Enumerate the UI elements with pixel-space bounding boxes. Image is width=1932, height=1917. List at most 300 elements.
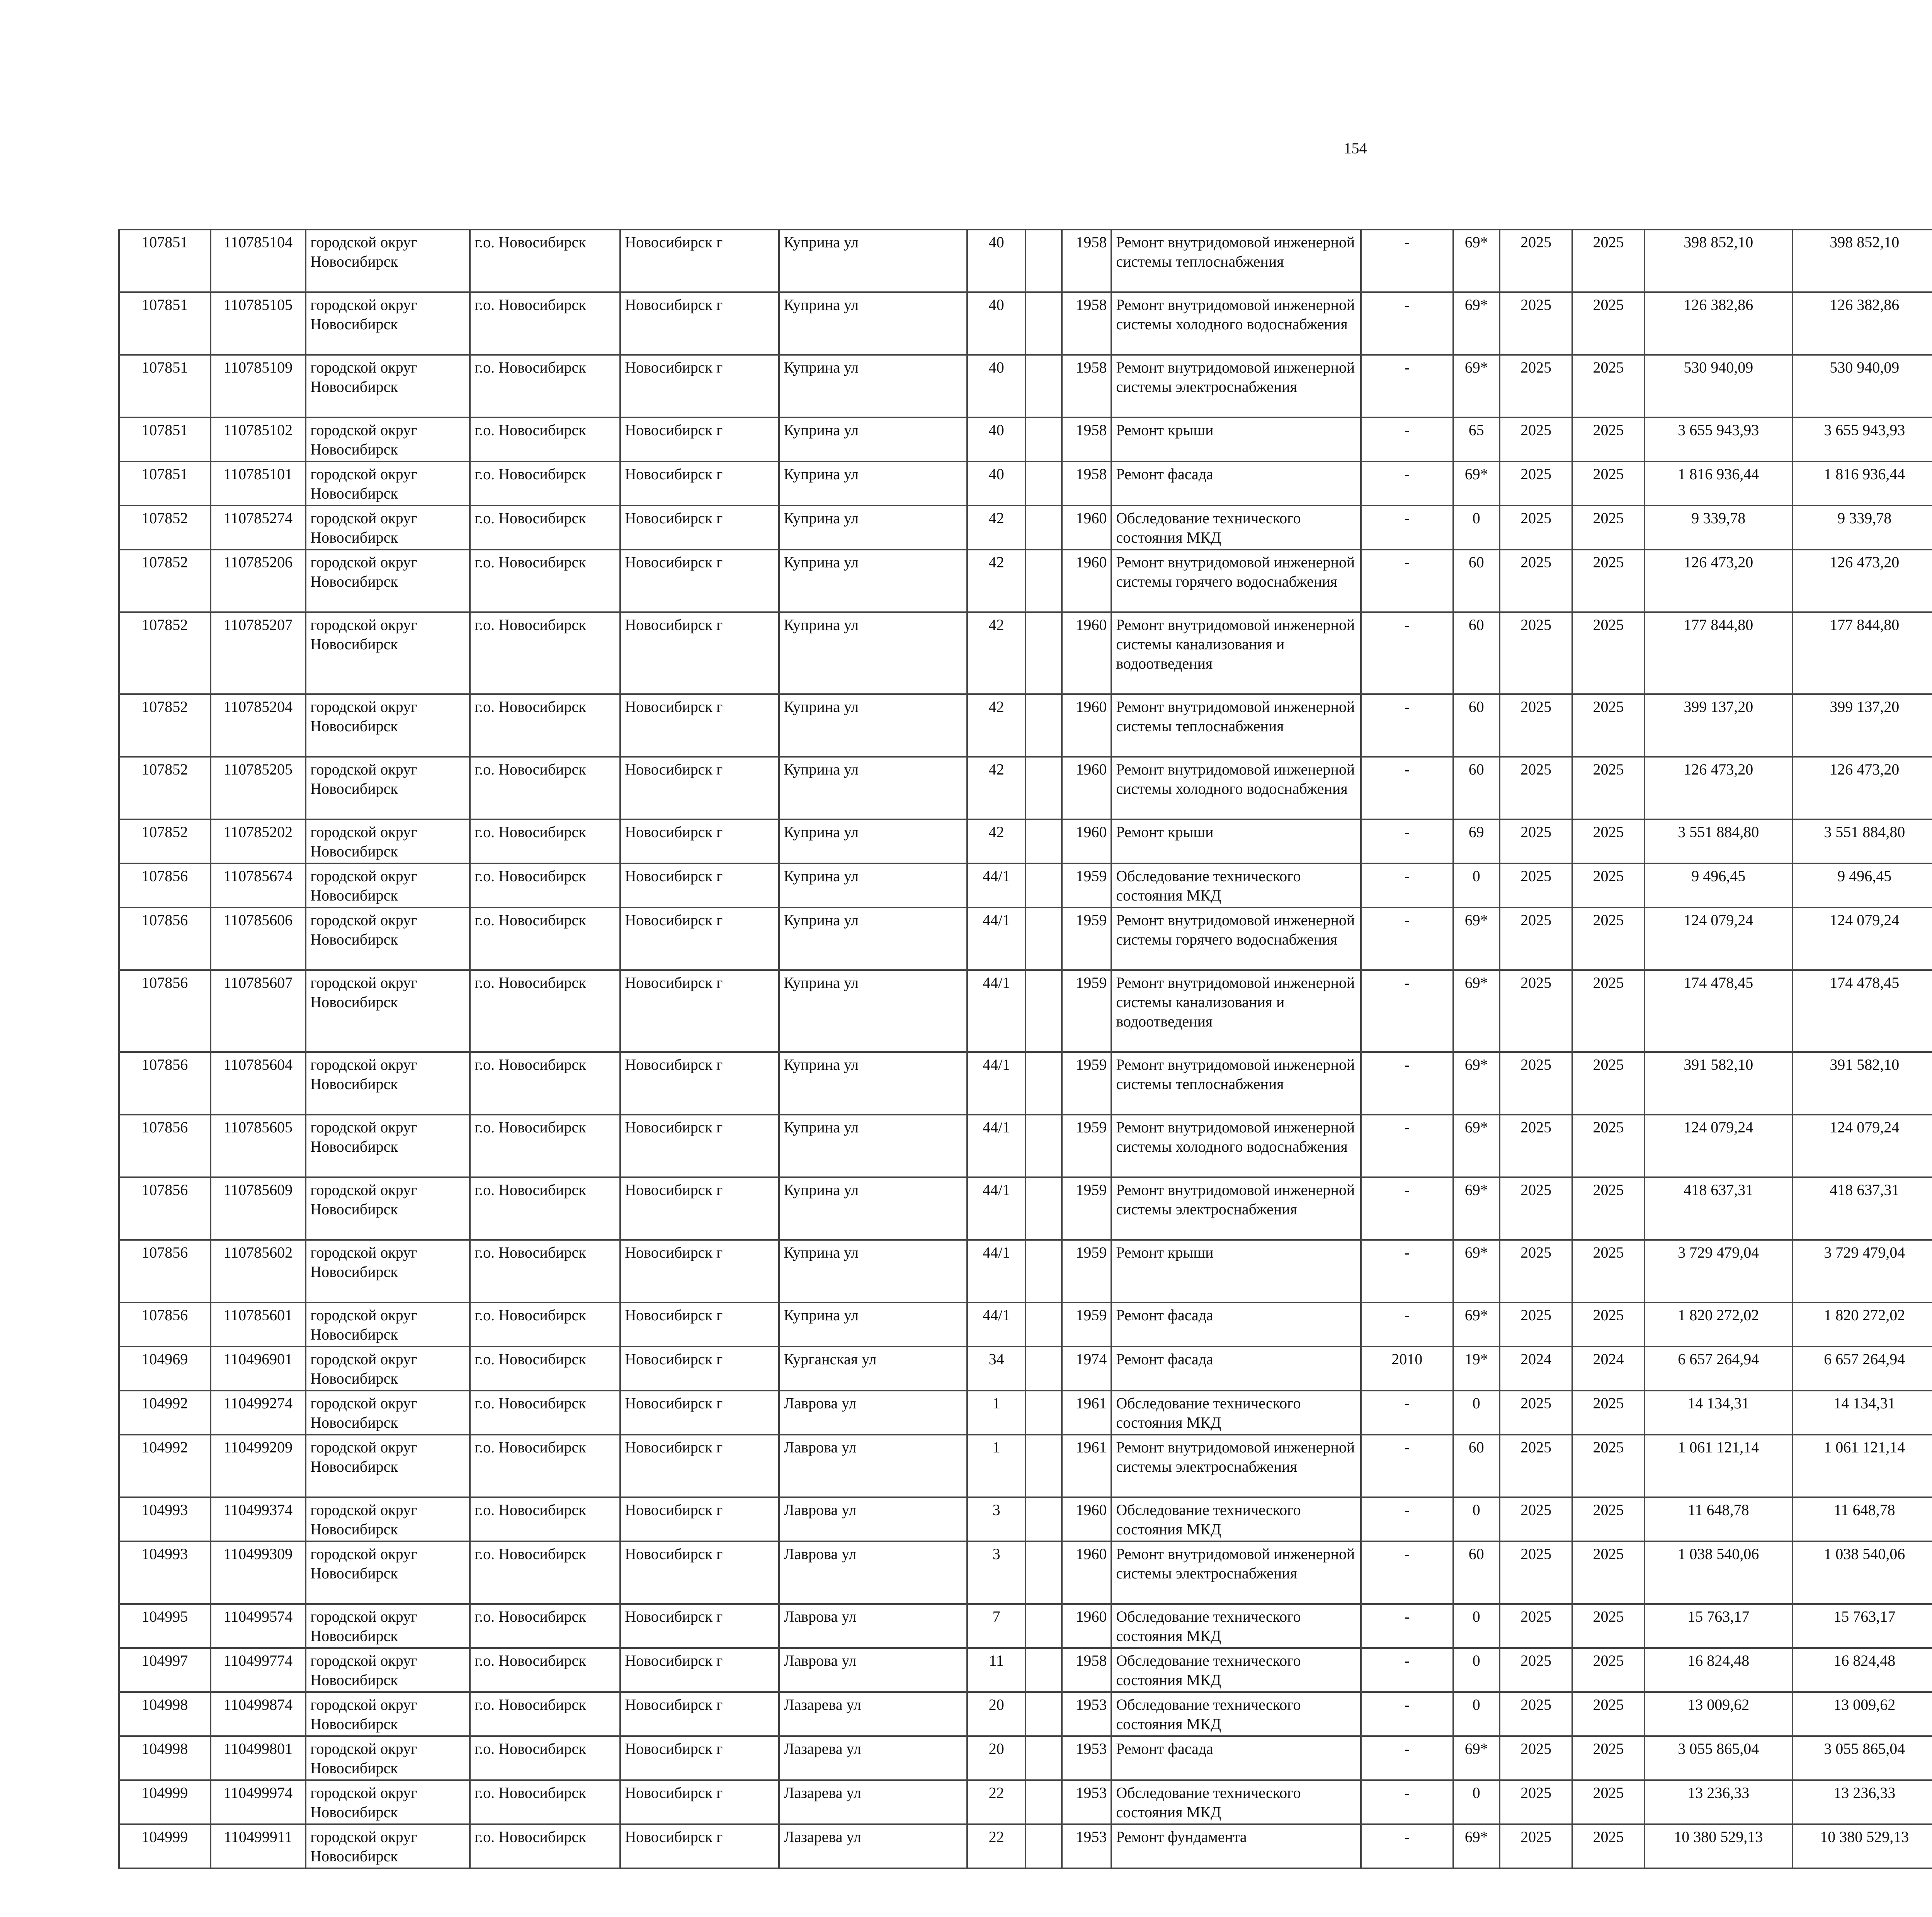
cell-settlement: Новосибирск г (620, 819, 779, 863)
cell-object-id: 104992 (119, 1391, 211, 1435)
cell-building (1026, 550, 1062, 612)
cell-work-type: Ремонт внутридомовой инженерной системы холодного водоснабжения (1111, 757, 1361, 819)
cell-work-id: 110499874 (211, 1692, 306, 1736)
cell-work-type: Обследование технического состояния МКД (1111, 863, 1361, 907)
cell-street: Лазарева ул (779, 1692, 967, 1736)
cell-settlement: Новосибирск г (620, 970, 779, 1052)
cell-house-number: 22 (967, 1780, 1025, 1824)
cell-cost-regional-fund: 9 339,78 (1793, 506, 1932, 550)
cell-construction-year: 1953 (1062, 1780, 1111, 1824)
cell-plan-year-from: 2025 (1500, 819, 1572, 863)
cell-work-id: 110785604 (211, 1052, 306, 1115)
table-row (119, 1736, 1932, 1780)
cell-last-repair-year: - (1361, 1541, 1453, 1604)
cell-work-id: 110785674 (211, 863, 306, 907)
cell-plan-year-from: 2025 (1500, 757, 1572, 819)
cell-last-repair-year: - (1361, 1780, 1453, 1824)
cell-construction-year: 1960 (1062, 694, 1111, 757)
cell-municipality: городской округ Новосибирск (306, 461, 470, 506)
cell-total-cost: 3 729 479,04 (1645, 1240, 1793, 1302)
cell-street: Лаврова ул (779, 1435, 967, 1497)
cell-settlement: Новосибирск г (620, 550, 779, 612)
cell-district: г.о. Новосибирск (470, 1052, 620, 1115)
cell-cost-regional-fund: 3 551 884,80 (1793, 819, 1932, 863)
cell-plan-year-to: 2025 (1572, 1692, 1644, 1736)
cell-last-repair-year: - (1361, 1692, 1453, 1736)
cell-wear-percent: 60 (1453, 612, 1500, 694)
cell-construction-year: 1953 (1062, 1692, 1111, 1736)
cell-building (1026, 1824, 1062, 1868)
cell-house-number: 3 (967, 1541, 1025, 1604)
cell-street: Куприна ул (779, 506, 967, 550)
cell-house-number: 40 (967, 355, 1025, 417)
cell-wear-percent: 0 (1453, 1692, 1500, 1736)
cell-plan-year-to: 2025 (1572, 907, 1644, 970)
cell-wear-percent: 69* (1453, 1736, 1500, 1780)
cell-work-id: 110785204 (211, 694, 306, 757)
cell-object-id: 107856 (119, 1302, 211, 1347)
table-row (119, 461, 1932, 506)
cell-building (1026, 970, 1062, 1052)
cell-building (1026, 292, 1062, 355)
cell-house-number: 3 (967, 1497, 1025, 1541)
cell-plan-year-to: 2025 (1572, 461, 1644, 506)
cell-construction-year: 1960 (1062, 1604, 1111, 1648)
cell-object-id: 104993 (119, 1497, 211, 1541)
cell-work-id: 110785104 (211, 230, 306, 292)
cell-district: г.о. Новосибирск (470, 1391, 620, 1435)
cell-settlement: Новосибирск г (620, 1497, 779, 1541)
cell-plan-year-to: 2025 (1572, 1824, 1644, 1868)
cell-house-number: 44/1 (967, 1115, 1025, 1177)
cell-cost-regional-fund: 16 824,48 (1793, 1648, 1932, 1692)
cell-work-id: 110785105 (211, 292, 306, 355)
cell-street: Куприна ул (779, 1115, 967, 1177)
cell-wear-percent: 69 (1453, 819, 1500, 863)
cell-total-cost: 14 134,31 (1645, 1391, 1793, 1435)
cell-cost-regional-fund: 1 038 540,06 (1793, 1541, 1932, 1604)
cell-cost-regional-fund: 126 382,86 (1793, 292, 1932, 355)
cell-last-repair-year: - (1361, 970, 1453, 1052)
cell-object-id: 107852 (119, 612, 211, 694)
cell-work-id: 110499309 (211, 1541, 306, 1604)
cell-street: Лазарева ул (779, 1824, 967, 1868)
cell-last-repair-year: - (1361, 757, 1453, 819)
cell-last-repair-year: - (1361, 1824, 1453, 1868)
cell-plan-year-from: 2025 (1500, 1648, 1572, 1692)
cell-settlement: Новосибирск г (620, 1780, 779, 1824)
cell-district: г.о. Новосибирск (470, 292, 620, 355)
cell-street: Куприна ул (779, 1240, 967, 1302)
table-row (119, 1302, 1932, 1347)
cell-total-cost: 6 657 264,94 (1645, 1347, 1793, 1391)
cell-work-id: 110499801 (211, 1736, 306, 1780)
cell-plan-year-to: 2025 (1572, 506, 1644, 550)
cell-plan-year-from: 2025 (1500, 355, 1572, 417)
cell-cost-regional-fund: 6 657 264,94 (1793, 1347, 1932, 1391)
table-row (119, 550, 1932, 612)
cell-district: г.о. Новосибирск (470, 1736, 620, 1780)
cell-house-number: 22 (967, 1824, 1025, 1868)
cell-district: г.о. Новосибирск (470, 1240, 620, 1302)
cell-construction-year: 1960 (1062, 612, 1111, 694)
cell-object-id: 104998 (119, 1736, 211, 1780)
cell-wear-percent: 69* (1453, 1177, 1500, 1240)
cell-work-id: 110785609 (211, 1177, 306, 1240)
cell-district: г.о. Новосибирск (470, 863, 620, 907)
cell-plan-year-from: 2025 (1500, 1391, 1572, 1435)
cell-construction-year: 1961 (1062, 1435, 1111, 1497)
cell-district: г.о. Новосибирск (470, 1604, 620, 1648)
cell-settlement: Новосибирск г (620, 292, 779, 355)
cell-total-cost: 13 009,62 (1645, 1692, 1793, 1736)
cell-house-number: 44/1 (967, 1177, 1025, 1240)
cell-district: г.о. Новосибирск (470, 1435, 620, 1497)
cell-plan-year-to: 2025 (1572, 1736, 1644, 1780)
cell-building (1026, 1391, 1062, 1435)
cell-street: Куприна ул (779, 863, 967, 907)
cell-cost-regional-fund: 3 655 943,93 (1793, 417, 1932, 461)
cell-last-repair-year: - (1361, 1736, 1453, 1780)
cell-building (1026, 694, 1062, 757)
cell-settlement: Новосибирск г (620, 1648, 779, 1692)
cell-last-repair-year: - (1361, 1115, 1453, 1177)
cell-district: г.о. Новосибирск (470, 230, 620, 292)
cell-wear-percent: 69* (1453, 1052, 1500, 1115)
cell-municipality: городской округ Новосибирск (306, 1692, 470, 1736)
cell-plan-year-from: 2025 (1500, 1115, 1572, 1177)
cell-wear-percent: 0 (1453, 1391, 1500, 1435)
cell-building (1026, 230, 1062, 292)
cell-house-number: 44/1 (967, 907, 1025, 970)
cell-work-type: Ремонт внутридомовой инженерной системы электроснабжения (1111, 355, 1361, 417)
cell-total-cost: 391 582,10 (1645, 1052, 1793, 1115)
cell-settlement: Новосибирск г (620, 863, 779, 907)
cell-cost-regional-fund: 418 637,31 (1793, 1177, 1932, 1240)
table-row (119, 1052, 1932, 1115)
cell-construction-year: 1960 (1062, 1541, 1111, 1604)
cell-object-id: 107856 (119, 863, 211, 907)
cell-last-repair-year: - (1361, 694, 1453, 757)
cell-municipality: городской округ Новосибирск (306, 355, 470, 417)
cell-plan-year-from: 2025 (1500, 230, 1572, 292)
cell-municipality: городской округ Новосибирск (306, 819, 470, 863)
cell-last-repair-year: - (1361, 1240, 1453, 1302)
table-row (119, 1347, 1932, 1391)
cell-total-cost: 124 079,24 (1645, 907, 1793, 970)
cell-construction-year: 1958 (1062, 292, 1111, 355)
cell-street: Куприна ул (779, 292, 967, 355)
cell-work-type: Обследование технического состояния МКД (1111, 506, 1361, 550)
cell-district: г.о. Новосибирск (470, 1648, 620, 1692)
cell-last-repair-year: - (1361, 1391, 1453, 1435)
cell-last-repair-year: - (1361, 230, 1453, 292)
cell-cost-regional-fund: 398 852,10 (1793, 230, 1932, 292)
cell-cost-regional-fund: 10 380 529,13 (1793, 1824, 1932, 1868)
cell-district: г.о. Новосибирск (470, 417, 620, 461)
cell-municipality: городской округ Новосибирск (306, 1302, 470, 1347)
cell-house-number: 40 (967, 292, 1025, 355)
cell-work-type: Ремонт внутридомовой инженерной системы холодного водоснабжения (1111, 292, 1361, 355)
cell-last-repair-year: - (1361, 1435, 1453, 1497)
cell-district: г.о. Новосибирск (470, 1115, 620, 1177)
cell-cost-regional-fund: 124 079,24 (1793, 907, 1932, 970)
cell-district: г.о. Новосибирск (470, 1497, 620, 1541)
cell-building (1026, 819, 1062, 863)
cell-work-type: Ремонт крыши (1111, 1240, 1361, 1302)
cell-settlement: Новосибирск г (620, 1604, 779, 1648)
cell-work-id: 110499209 (211, 1435, 306, 1497)
cell-municipality: городской округ Новосибирск (306, 694, 470, 757)
cell-cost-regional-fund: 1 061 121,14 (1793, 1435, 1932, 1497)
cell-house-number: 20 (967, 1736, 1025, 1780)
cell-wear-percent: 65 (1453, 417, 1500, 461)
cell-municipality: городской округ Новосибирск (306, 1391, 470, 1435)
cell-district: г.о. Новосибирск (470, 355, 620, 417)
cell-plan-year-to: 2025 (1572, 1115, 1644, 1177)
cell-settlement: Новосибирск г (620, 230, 779, 292)
table-row (119, 1648, 1932, 1692)
cell-district: г.о. Новосибирск (470, 1824, 620, 1868)
cell-cost-regional-fund: 9 496,45 (1793, 863, 1932, 907)
table-row (119, 1391, 1932, 1435)
cell-plan-year-to: 2025 (1572, 1052, 1644, 1115)
cell-work-type: Ремонт внутридомовой инженерной системы электроснабжения (1111, 1177, 1361, 1240)
cell-building (1026, 1177, 1062, 1240)
cell-street: Курганская ул (779, 1347, 967, 1391)
cell-object-id: 107852 (119, 757, 211, 819)
cell-cost-regional-fund: 13 009,62 (1793, 1692, 1932, 1736)
cell-total-cost: 16 824,48 (1645, 1648, 1793, 1692)
cell-settlement: Новосибирск г (620, 1347, 779, 1391)
cell-building (1026, 1692, 1062, 1736)
cell-settlement: Новосибирск г (620, 1692, 779, 1736)
cell-plan-year-to: 2025 (1572, 1497, 1644, 1541)
cell-street: Куприна ул (779, 757, 967, 819)
cell-plan-year-from: 2024 (1500, 1347, 1572, 1391)
cell-street: Куприна ул (779, 1052, 967, 1115)
cell-construction-year: 1959 (1062, 1115, 1111, 1177)
table-row (119, 1692, 1932, 1736)
table-row (119, 1780, 1932, 1824)
cell-building (1026, 506, 1062, 550)
cell-building (1026, 1347, 1062, 1391)
cell-object-id: 104993 (119, 1541, 211, 1604)
cell-cost-regional-fund: 15 763,17 (1793, 1604, 1932, 1648)
cell-municipality: городской округ Новосибирск (306, 612, 470, 694)
cell-object-id: 104969 (119, 1347, 211, 1391)
cell-object-id: 104998 (119, 1692, 211, 1736)
cell-construction-year: 1961 (1062, 1391, 1111, 1435)
cell-municipality: городской округ Новосибирск (306, 550, 470, 612)
cell-last-repair-year: - (1361, 1497, 1453, 1541)
cell-construction-year: 1959 (1062, 863, 1111, 907)
cell-street: Лаврова ул (779, 1541, 967, 1604)
cell-construction-year: 1959 (1062, 1052, 1111, 1115)
cell-plan-year-from: 2025 (1500, 1824, 1572, 1868)
cell-work-type: Ремонт внутридомовой инженерной системы теплоснабжения (1111, 230, 1361, 292)
table-row (119, 612, 1932, 694)
cell-wear-percent: 69* (1453, 461, 1500, 506)
cell-work-type: Ремонт фасада (1111, 461, 1361, 506)
cell-construction-year: 1958 (1062, 230, 1111, 292)
cell-construction-year: 1960 (1062, 550, 1111, 612)
cell-total-cost: 398 852,10 (1645, 230, 1793, 292)
cell-plan-year-to: 2025 (1572, 1780, 1644, 1824)
cell-total-cost: 13 236,33 (1645, 1780, 1793, 1824)
cell-wear-percent: 69* (1453, 1115, 1500, 1177)
table-row (119, 1497, 1932, 1541)
cell-object-id: 107852 (119, 506, 211, 550)
cell-total-cost: 124 079,24 (1645, 1115, 1793, 1177)
cell-work-type: Обследование технического состояния МКД (1111, 1648, 1361, 1692)
cell-street: Лаврова ул (779, 1604, 967, 1648)
cell-house-number: 40 (967, 230, 1025, 292)
cell-district: г.о. Новосибирск (470, 1177, 620, 1240)
cell-work-id: 110499574 (211, 1604, 306, 1648)
cell-object-id: 107852 (119, 550, 211, 612)
cell-house-number: 11 (967, 1648, 1025, 1692)
cell-work-type: Ремонт внутридомовой инженерной системы горячего водоснабжения (1111, 907, 1361, 970)
cell-plan-year-to: 2025 (1572, 1648, 1644, 1692)
cell-work-type: Ремонт внутридомовой инженерной системы теплоснабжения (1111, 694, 1361, 757)
cell-plan-year-from: 2025 (1500, 907, 1572, 970)
cell-work-type: Ремонт внутридомовой инженерной системы электроснабжения (1111, 1541, 1361, 1604)
cell-municipality: городской округ Новосибирск (306, 1115, 470, 1177)
cell-cost-regional-fund: 11 648,78 (1793, 1497, 1932, 1541)
cell-last-repair-year: - (1361, 355, 1453, 417)
cell-wear-percent: 69* (1453, 907, 1500, 970)
table-row (119, 292, 1932, 355)
cell-house-number: 42 (967, 819, 1025, 863)
cell-district: г.о. Новосибирск (470, 907, 620, 970)
cell-construction-year: 1960 (1062, 757, 1111, 819)
cell-house-number: 44/1 (967, 970, 1025, 1052)
cell-last-repair-year: - (1361, 292, 1453, 355)
cell-municipality: городской округ Новосибирск (306, 1541, 470, 1604)
cell-work-id: 110785101 (211, 461, 306, 506)
cell-house-number: 1 (967, 1435, 1025, 1497)
cell-wear-percent: 69* (1453, 970, 1500, 1052)
cell-house-number: 44/1 (967, 1052, 1025, 1115)
cell-street: Лазарева ул (779, 1736, 967, 1780)
cell-house-number: 40 (967, 417, 1025, 461)
cell-object-id: 107856 (119, 970, 211, 1052)
cell-municipality: городской округ Новосибирск (306, 970, 470, 1052)
cell-plan-year-from: 2025 (1500, 1604, 1572, 1648)
cell-work-type: Обследование технического состояния МКД (1111, 1497, 1361, 1541)
cell-municipality: городской округ Новосибирск (306, 1052, 470, 1115)
cell-work-id: 110785205 (211, 757, 306, 819)
cell-house-number: 42 (967, 757, 1025, 819)
table-row (119, 970, 1932, 1052)
cell-municipality: городской округ Новосибирск (306, 1648, 470, 1692)
cell-street: Куприна ул (779, 970, 967, 1052)
cell-plan-year-from: 2025 (1500, 461, 1572, 506)
cell-settlement: Новосибирск г (620, 506, 779, 550)
cell-plan-year-from: 2025 (1500, 1435, 1572, 1497)
cell-street: Куприна ул (779, 417, 967, 461)
cell-district: г.о. Новосибирск (470, 1302, 620, 1347)
cell-last-repair-year: - (1361, 863, 1453, 907)
table-row (119, 819, 1932, 863)
cell-street: Куприна ул (779, 355, 967, 417)
cell-object-id: 107856 (119, 1240, 211, 1302)
cell-municipality: городской округ Новосибирск (306, 1497, 470, 1541)
cell-municipality: городской округ Новосибирск (306, 1240, 470, 1302)
cell-last-repair-year: - (1361, 1177, 1453, 1240)
cell-work-id: 110499911 (211, 1824, 306, 1868)
cell-building (1026, 461, 1062, 506)
cell-plan-year-to: 2025 (1572, 863, 1644, 907)
cell-plan-year-to: 2025 (1572, 1302, 1644, 1347)
cell-last-repair-year: - (1361, 1648, 1453, 1692)
cell-settlement: Новосибирск г (620, 1177, 779, 1240)
cell-cost-regional-fund: 1 820 272,02 (1793, 1302, 1932, 1347)
cell-last-repair-year: - (1361, 907, 1453, 970)
cell-work-type: Обследование технического состояния МКД (1111, 1692, 1361, 1736)
cell-house-number: 42 (967, 550, 1025, 612)
cell-object-id: 104999 (119, 1824, 211, 1868)
cell-plan-year-to: 2025 (1572, 292, 1644, 355)
cell-work-type: Обследование технического состояния МКД (1111, 1391, 1361, 1435)
cell-building (1026, 417, 1062, 461)
cell-building (1026, 1435, 1062, 1497)
cell-plan-year-from: 2025 (1500, 694, 1572, 757)
cell-municipality: городской округ Новосибирск (306, 417, 470, 461)
cell-district: г.о. Новосибирск (470, 1541, 620, 1604)
cell-plan-year-from: 2025 (1500, 417, 1572, 461)
cell-plan-year-from: 2025 (1500, 1497, 1572, 1541)
cell-work-type: Ремонт фасада (1111, 1736, 1361, 1780)
cell-total-cost: 530 940,09 (1645, 355, 1793, 417)
cell-district: г.о. Новосибирск (470, 819, 620, 863)
cell-wear-percent: 0 (1453, 1780, 1500, 1824)
table-row (119, 1604, 1932, 1648)
cell-plan-year-from: 2025 (1500, 1736, 1572, 1780)
cell-building (1026, 612, 1062, 694)
cell-object-id: 107856 (119, 1052, 211, 1115)
cell-work-type: Ремонт внутридомовой инженерной системы канализования и водоотведения (1111, 970, 1361, 1052)
cell-plan-year-to: 2025 (1572, 694, 1644, 757)
cell-building (1026, 1240, 1062, 1302)
cell-building (1026, 1115, 1062, 1177)
cell-object-id: 107856 (119, 1177, 211, 1240)
cell-municipality: городской округ Новосибирск (306, 1824, 470, 1868)
cell-total-cost: 3 055 865,04 (1645, 1736, 1793, 1780)
cell-municipality: городской округ Новосибирск (306, 230, 470, 292)
cell-wear-percent: 69* (1453, 355, 1500, 417)
cell-cost-regional-fund: 399 137,20 (1793, 694, 1932, 757)
cell-plan-year-from: 2025 (1500, 1780, 1572, 1824)
cell-wear-percent: 0 (1453, 1648, 1500, 1692)
cell-total-cost: 1 038 540,06 (1645, 1541, 1793, 1604)
cell-district: г.о. Новосибирск (470, 1692, 620, 1736)
cell-district: г.о. Новосибирск (470, 461, 620, 506)
cell-settlement: Новосибирск г (620, 1240, 779, 1302)
cell-work-id: 110785606 (211, 907, 306, 970)
cell-street: Куприна ул (779, 1177, 967, 1240)
cell-plan-year-from: 2025 (1500, 1240, 1572, 1302)
cell-plan-year-to: 2025 (1572, 1177, 1644, 1240)
cell-municipality: городской округ Новосибирск (306, 1347, 470, 1391)
cell-plan-year-from: 2025 (1500, 970, 1572, 1052)
cell-wear-percent: 0 (1453, 506, 1500, 550)
cell-street: Куприна ул (779, 612, 967, 694)
cell-street: Куприна ул (779, 694, 967, 757)
cell-plan-year-from: 2025 (1500, 1541, 1572, 1604)
cell-wear-percent: 60 (1453, 1541, 1500, 1604)
